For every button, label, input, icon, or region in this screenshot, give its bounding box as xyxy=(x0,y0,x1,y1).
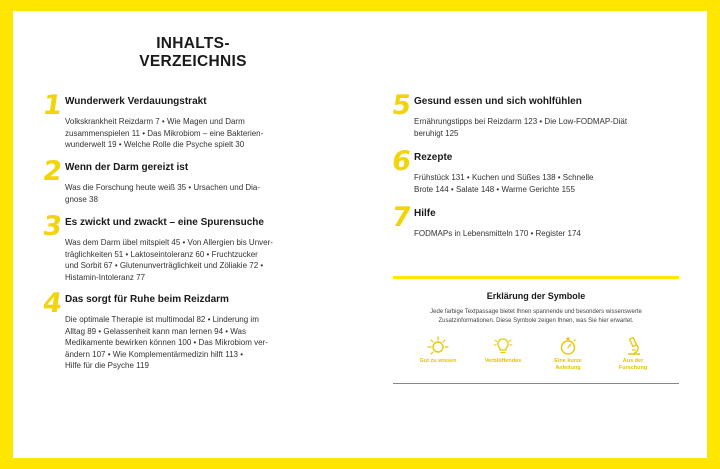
entry-line: Alltag 89 • Gelassenheit kann man lernen 94 • Was xyxy=(65,326,246,336)
chapter-title: Rezepte xyxy=(414,152,453,163)
chapter-title: Das sorgt für Ruhe beim Reizdarm xyxy=(65,294,229,305)
symbol-label-line: Forschung xyxy=(618,364,648,371)
entry-line: Volkskrankheit Reizdarm 7 • Wie Magen und Darm xyxy=(65,117,245,126)
symbols-description-line: Jede farbige Textpassage bietet Ihnen spannende und besonders wissenswerte xyxy=(430,309,642,315)
symbol-label-line: Aus der xyxy=(622,358,644,364)
symbol-label-line: Anleitung xyxy=(555,364,581,371)
chapter-title: Wunderwerk Verdauungstrakt xyxy=(65,96,207,107)
bottom-divider xyxy=(393,383,679,384)
entry-line: FODMAPs in Lebensmitteln 170 • Register 174 xyxy=(414,229,581,238)
chapter-title: Gesund essen und sich wohlfühlen xyxy=(414,96,582,107)
chapter-entries xyxy=(65,182,260,205)
symbols-title: Erklärung der Symbole xyxy=(486,291,586,301)
symbol-label: Gut zu wissen xyxy=(419,358,457,364)
stopwatch-icon xyxy=(555,336,581,356)
chapter-entries xyxy=(414,172,594,195)
symbol-surprising xyxy=(478,336,528,365)
entry-line: zusammenspielen 11 • Das Mikrobiom – eine Bakterien- xyxy=(65,128,264,138)
entry-line: gnose 38 xyxy=(65,194,98,204)
page xyxy=(13,11,707,458)
microscope-icon xyxy=(620,336,646,356)
chapter-entries xyxy=(414,116,627,139)
entry-line: Was die Forschung heute weiß 35 • Ursachen und Dia- xyxy=(65,183,261,192)
chapter-entries xyxy=(414,228,581,240)
entry-line: Ernährungstipps bei Reizdarm 123 • Die Low-FODMAP-Diät xyxy=(414,117,628,126)
entry-line: Frühstück 131 • Kuchen und Süßes 138 • Schnelle xyxy=(414,173,594,182)
chapter-number: 5 xyxy=(389,90,414,121)
chapter-number: 6 xyxy=(389,146,414,177)
symbol-research xyxy=(608,336,658,371)
chapter-entries xyxy=(65,314,268,372)
sun-icon xyxy=(425,336,451,356)
chapter-number: 3 xyxy=(40,211,65,242)
symbol-label xyxy=(543,358,593,371)
chapter-number: 7 xyxy=(389,202,414,233)
chapter-title: Es zwickt und zwackt – eine Spurensuche xyxy=(65,217,264,228)
chapter-entries xyxy=(65,116,263,151)
chapter-entries xyxy=(65,237,273,283)
chapter-title: Hilfe xyxy=(414,208,436,219)
page-title xyxy=(133,35,253,71)
entry-line: Brote 144 • Salate 148 • Warme Gerichte 155 xyxy=(414,184,575,194)
lightbulb-icon xyxy=(490,336,516,356)
symbols-divider xyxy=(393,276,679,279)
entry-line: wunderwelt 19 • Welche Rolle die Psyche spielt 30 xyxy=(65,140,245,149)
title-line-1: INHALTS- xyxy=(156,35,230,52)
symbol-good-to-know xyxy=(413,336,463,365)
entry-line: träglichkeiten 51 • Laktoseintoleranz 60 • Fruchtzucker xyxy=(65,249,258,259)
entry-line: ändern 107 • Wie Komplementärmedizin hilft 113 • xyxy=(65,349,243,359)
symbol-label: Verblüffendes xyxy=(484,358,522,364)
symbol-label xyxy=(608,358,658,371)
entry-line: und Sorbit 67 • Glutenunverträglichkeit und Zöliakie 72 • xyxy=(65,261,264,270)
chapter-number: 2 xyxy=(40,156,65,187)
symbols-description xyxy=(393,308,679,326)
entry-line: Medikamente bewirken können 100 • Das Mikrobiom ver- xyxy=(65,338,268,347)
entry-line: Die optimale Therapie ist multimodal 82 • Linderung im xyxy=(65,315,259,324)
entry-line: Histamin-Intoleranz 77 xyxy=(65,272,146,282)
symbol-label-line: Eine kurze xyxy=(554,358,582,364)
chapter-number: 4 xyxy=(40,288,65,319)
chapter-title: Wenn der Darm gereizt ist xyxy=(65,162,189,173)
entry-line: beruhigt 125 xyxy=(414,128,459,138)
symbols-row xyxy=(413,336,663,376)
symbol-short-guide xyxy=(543,336,593,371)
entry-line: Was dem Darm übel mitspielt 45 • Von Allergien bis Unver- xyxy=(65,238,273,247)
entry-line: Hilfe für die Psyche 119 xyxy=(65,361,149,370)
chapter-number: 1 xyxy=(40,90,65,121)
symbols-description-line: Zusatzinformationen. Diese Symbole zeigen Ihnen, was Sie hier erwartet. xyxy=(438,318,634,324)
title-line-2: VERZEICHNIS xyxy=(139,53,247,70)
